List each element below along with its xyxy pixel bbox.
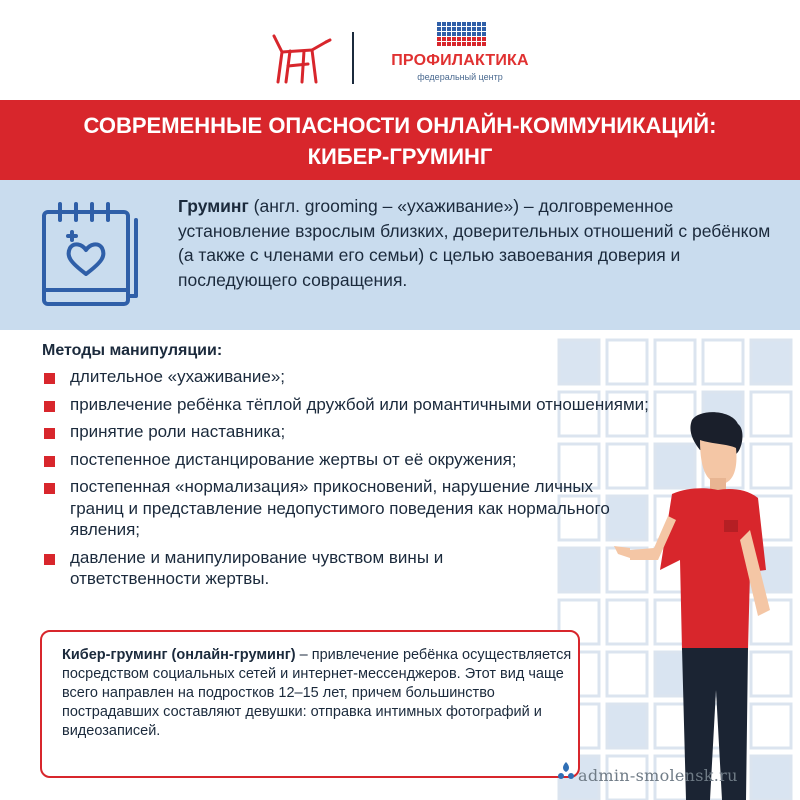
logo-subtitle: федеральный центр xyxy=(417,72,503,82)
red-square-bullet-icon xyxy=(44,483,55,494)
logo-grid-cell xyxy=(462,37,466,41)
logo-grid-cell xyxy=(482,27,486,31)
red-square-bullet-icon xyxy=(44,554,55,565)
logo-grid-cell xyxy=(437,37,441,41)
logo-grid-cell xyxy=(457,37,461,41)
title-banner xyxy=(0,100,800,180)
logo-grid-cell xyxy=(477,27,481,31)
method-item-text: давление и манипулирование чувством вины и ответственности жертвы. xyxy=(70,547,444,588)
logo-grid-cell xyxy=(437,42,441,46)
method-item xyxy=(40,366,650,388)
logo-grid-cell xyxy=(467,22,471,26)
background-grid-cell xyxy=(751,340,791,384)
logo-grid-cell xyxy=(452,27,456,31)
background-grid-cell xyxy=(655,340,695,384)
logo-grid-cell xyxy=(447,22,451,26)
logo-grid-cell xyxy=(477,37,481,41)
method-item-text: постепенная «нормализация» прикосновений, нарушение личных границ и представление недопустимого поведения как нормального явления; xyxy=(70,477,610,539)
logo-grid-cell xyxy=(482,32,486,36)
cyber-grooming-box xyxy=(40,630,580,778)
red-square-bullet-icon xyxy=(44,373,55,384)
method-item xyxy=(40,547,520,590)
logo-grid-cell xyxy=(482,22,486,26)
method-item xyxy=(40,449,650,471)
logo-grid-cell xyxy=(472,22,476,26)
person-illustration xyxy=(600,410,800,800)
method-item-text: длительное «ухаживание»; xyxy=(70,367,286,386)
method-item xyxy=(40,476,640,541)
logo-grid-cell xyxy=(452,37,456,41)
logo-divider xyxy=(352,32,354,84)
watermark-emblem-icon xyxy=(556,760,576,782)
logo-grid-cell xyxy=(457,22,461,26)
logo-grid-cell xyxy=(437,22,441,26)
logo-grid-cell xyxy=(472,37,476,41)
logo-grid-cell xyxy=(467,37,471,41)
logo-grid-cell xyxy=(467,32,471,36)
definition-term: Груминг xyxy=(178,196,249,216)
logo-grid-cell xyxy=(442,22,446,26)
method-item-text: постепенное дистанцирование жертвы от её окружения; xyxy=(70,449,517,469)
header-logos xyxy=(0,22,800,92)
logo-name: ПРОФИЛАКТИКА xyxy=(391,52,529,69)
logo-grid-cell xyxy=(482,42,486,46)
profilaktika-logo xyxy=(380,52,540,82)
logo-grid-cell xyxy=(437,27,441,31)
method-item-text: принятие роли наставника; xyxy=(70,422,286,441)
logo-grid-cell xyxy=(462,32,466,36)
logo-grid-cell xyxy=(482,37,486,41)
logo-grid-cell xyxy=(467,27,471,31)
watermark-text: admin-smolensk.ru xyxy=(578,766,738,785)
logo-grid-cell xyxy=(442,32,446,36)
logo-grid-cell xyxy=(442,42,446,46)
logo-grid-cell xyxy=(457,27,461,31)
methods-list xyxy=(40,366,650,590)
logo-grid-cell xyxy=(452,32,456,36)
logo-grid-cell xyxy=(457,32,461,36)
method-item xyxy=(40,394,650,416)
logo-grid-cell xyxy=(477,42,481,46)
logo-grid-cell xyxy=(472,42,476,46)
logo-grid-cell xyxy=(457,42,461,46)
logo-grid-cell xyxy=(452,22,456,26)
logo-grid-cell xyxy=(472,32,476,36)
cyber-grooming-term: Кибер-груминг (онлайн-груминг) xyxy=(62,647,296,663)
red-square-bullet-icon xyxy=(44,456,55,467)
logo-grid-cell xyxy=(452,42,456,46)
banner-title-line1: СОВРЕМЕННЫЕ ОПАСНОСТИ ОНЛАЙН-КОММУНИКАЦИЙ: xyxy=(83,113,717,138)
logo-grid-cell xyxy=(467,42,471,46)
logo-grid-cell xyxy=(462,22,466,26)
logo-grid-cell xyxy=(447,37,451,41)
methods-title: Методы манипуляции: xyxy=(42,342,223,359)
cyber-grooming-text xyxy=(62,646,572,741)
logo-grid-cell xyxy=(472,27,476,31)
background-grid-cell xyxy=(703,340,743,384)
logo-grid-cell xyxy=(447,42,451,46)
cyber-grooming-body: – привлечение ребёнка осуществляется посредством социальных сетей и интернет-мессенджеров. Этот вид чаще всего направлен на подростков 12–15 лет, причем большинство пострадавших составляют девушки: отправка интимных фотографий и видеозаписей. xyxy=(62,647,572,739)
logo-grid-cell xyxy=(462,27,466,31)
stylized-figure-logo-icon xyxy=(268,30,332,86)
definition-body: (англ. grooming – «ухаживание») – долговременное установление взрослым близких, доверительных отношений с ребёнком (а также с членами его семьи) с целью завоевания доверия и последующего совращения. xyxy=(178,196,771,290)
logo-grid-cell xyxy=(477,22,481,26)
logo-grid-cell xyxy=(447,27,451,31)
logo-grid-cell xyxy=(442,27,446,31)
definition-block xyxy=(0,180,800,330)
banner-title-line2: КИБЕР-ГРУМИНГ xyxy=(307,144,493,169)
method-item-text: привлечение ребёнка тёплой дружбой или романтичными отношениями; xyxy=(70,394,649,414)
logo-grid-cell xyxy=(437,32,441,36)
logo-grid-cell xyxy=(477,32,481,36)
profilaktika-grid-logo-icon xyxy=(437,22,489,48)
logo-grid-cell xyxy=(462,42,466,46)
calendar-heart-icon xyxy=(40,198,140,313)
logo-grid-cell xyxy=(442,37,446,41)
red-square-bullet-icon xyxy=(44,401,55,412)
logo-grid-cell xyxy=(447,32,451,36)
method-item xyxy=(40,421,650,443)
definition-text xyxy=(178,194,778,292)
red-square-bullet-icon xyxy=(44,428,55,439)
